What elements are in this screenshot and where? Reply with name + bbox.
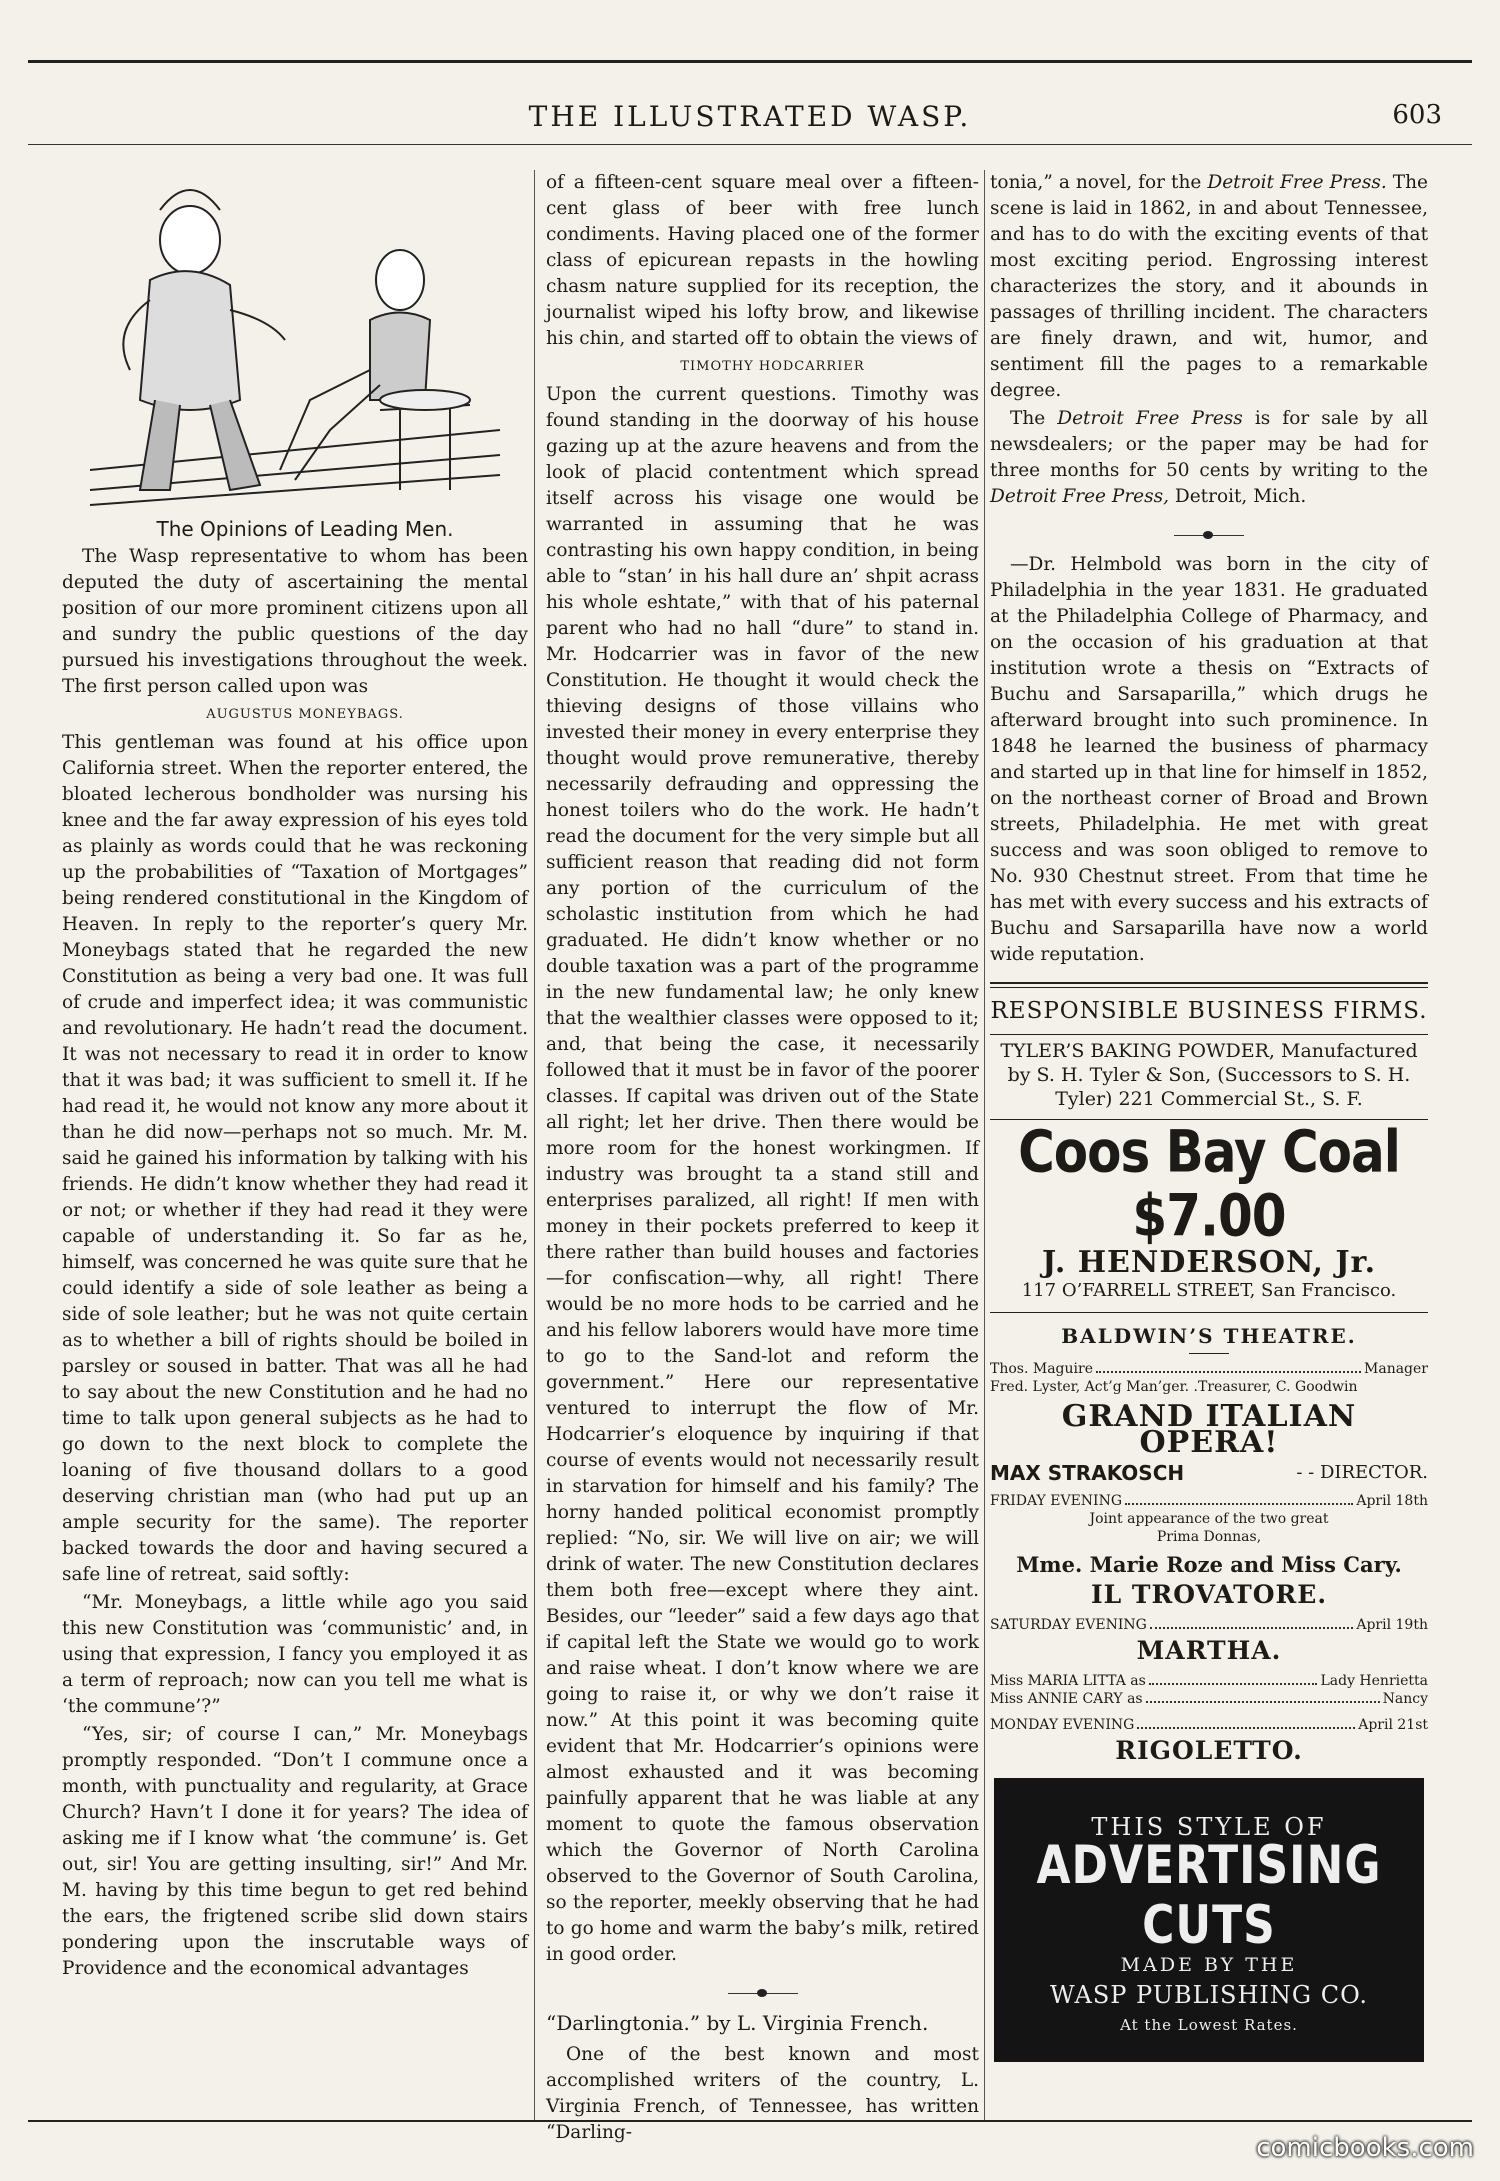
ad-line: At the Lowest Rates. [1120, 2016, 1298, 2034]
ad-line: ADVERTISING CUTS [1036, 1834, 1382, 1956]
ornament-divider [990, 518, 1428, 544]
rule [990, 1312, 1428, 1313]
show-title: MARTHA. [1136, 1636, 1282, 1665]
masthead-title: THE ILLUSTRATED WASP. [528, 100, 972, 133]
staff-row: Fred. Lyster, Act’g Man’ger. .Treasurer, C. Goodwin [990, 1379, 1358, 1395]
bottom-rule [28, 2120, 1472, 2122]
article-heading: “Darlingtonia.” by L. Virginia French. [546, 2011, 929, 2035]
column-divider [534, 170, 535, 2120]
show-title: RIGOLETTO. [1115, 1736, 1303, 1765]
henderson-address: 117 O’FARRELL STREET, San Francisco. [1021, 1280, 1397, 1301]
article-paragraph: This gentleman was found at his office upon California street. When the reporter entered, the bloated lecherous bondholder was nursing his knee and the far away expression of his eyes told as plainly as words could that he was reckoning up the probabilities of “Taxation of Mortgages” being rendered constitutional in the Kingdom of Heaven. In reply to the reporter’s query Mr. Moneybags stated that he regarded the new Constitution as being a very bad one. It was full of crude and imperfect idea; it was communistic and revolutionary. He hadn’t read the document. It was not necessary to read it in order to know that it was bad; it was sufficient to smell it. If he had read it, he would not know any more about it than he did now—perhaps not so much. Mr. M. said he gained his information by talking with his friends. He didn’t know whether they had read it or not; or whether if they had read it they were capable of understanding it. So far as he, himself, was concerned he was quite sure that he could identify a side of sole leather as being a side of sole leather; but he was not quite certain as to whether a bill of rights should be boiled in parsley or soused in batter. That was all he had to say about the new Constitution and he had no time to talk upon general subjects as he had to go down to the next block to complete the loaning of five thousand dollars to a good deserving christian man (who had put up an ample security for the same). The reporter backed towards the door and having secured a safe line of retreat, said softly: [62, 732, 528, 1585]
section-rule [990, 982, 1428, 988]
page-header [28, 96, 1472, 136]
advertising-cuts-ad [994, 1778, 1424, 2062]
short-rule [1189, 1353, 1229, 1354]
header-rule [28, 144, 1472, 145]
article-subhead: TIMOTHY HODCARRIER [680, 359, 865, 374]
business-firms-heading: RESPONSIBLE BUSINESS FIRMS. [990, 998, 1428, 1024]
rule [990, 1034, 1428, 1035]
cartoon-illustration [80, 170, 510, 510]
manager-row: Thos. Maguire Manager [990, 1361, 1428, 1377]
article-paragraph: tonia,” a novel, for the Detroit Free Press. The scene is laid in 1862, in and about Tennessee, and has to do with the exciting events of that most exciting period. Engrossing interest characterizes the story, and it abounds in passages of thrilling incident. The characters are finely drawn, and wit, humor, and sentiment fill the pages to a remarkable degree. [990, 172, 1428, 401]
column-1 [62, 170, 528, 2120]
prima-donnas: Prima Donnas, [1156, 1529, 1262, 1545]
column-3 [990, 170, 1428, 2120]
article-subhead: AUGUSTUS MONEYBAGS. [206, 707, 404, 722]
watermark: comicbooks.com [1256, 2133, 1474, 2163]
column-divider [984, 170, 985, 2120]
article-paragraph: of a fifteen-cent square meal over a fifteen-cent glass of beer with free lunch condiments. Having placed one of the former class of epicurean repasts in the howling chasm nature supplied for its reception, the journalist wiped his lofty brow, and likewise his chin, and started off to obtain the views of [546, 172, 979, 349]
tyler-ad: TYLER’S BAKING POWDER, Manufactured by S. H. Tyler & Son, (Successors to S. H. Tyler) 221 Commercial St., S. F. [1000, 1040, 1418, 1110]
ad-line: MADE BY THE [1120, 1954, 1298, 1976]
top-rule [28, 60, 1472, 63]
article-paragraph: —Dr. Helmbold was born in the city of Philadelphia in the year 1831. He graduated at the Philadelphia College of Pharmacy, and on the occasion of his graduation at that institution wrote a thesis on “Extracts of Buchu and Sarsaparilla,” which drugs he afterward brought into such prominence. In 1848 he learned the business of pharmacy and started up in that line for himself in 1852, on the northeast corner of Broad and Brown streets, Philadelphia. He met with great success and was soon obliged to remove to No. 930 Chestnut street. From that time he has met with every success and his extracts of Buchu and Sarsaparilla have now a world wide reputation. [990, 554, 1428, 965]
column-2 [546, 170, 980, 2143]
friday-row: FRIDAY EVENING April 18th [990, 1493, 1428, 1509]
ornament-divider [546, 1976, 979, 2002]
article-paragraph: Upon the current questions. Timothy was found standing in the doorway of his house gazing up at the azure heavens and from the look of placid contentment which spread itself across his visage one would be warranted in assuming that he was contrasting his own happy condition, in being able to “stan’ in his hall dure an’ shpit acrass his whole eshtate,” with that of his paternal parent who had no hall “dure” to stand in. Mr. Hodcarrier was in favor of the new Constitution. He thought it would check the thieving designs of those villains who invested their money in every enterprise they thought would prove remunerative, thereby necessarily defrauding and oppressing the honest toilers who do the work. He hadn’t read the document for the very simple but all sufficient reason that reading did not form any portion of the curriculum of the scholastic institution from which he had graduated. He didn’t know whether or no double taxation was a part of the programme in the new fundamental law; he only knew that the wealthier classes were opposed to it; and, that being the case, it necessarily followed that it must be in favor of the poorer classes. If capital was driven out of the State all right; let her drive. Then there would be more room for the honest workingmen. If industry was brought ta a stand still and enterprises paralized, all right! If men with money in their pockets preferred to keep it there rather than build houses and factories —for confiscation—why, all right! There would be no more hods to be carried and he and his fellow laborers would have more time to go to the Sand-lot and reform the government.” Here our representative ventured to interrupt the flow of Mr. Hodcarrier’s eloquence by inquiring if that course of events would not necessarily result in starvation for himself and his family? The horny handed political economist promptly replied: “No, sir. We will live on air; we will drink of water. The new Constitution declares them both free—except where they aint. Besides, our “leeder” said a few days ago that if capital left the State we would go to work and raise wheat. I don’t know where we are going to raise it, or why we don’t raise it now.” At this point it was becoming quite evident that Mr. Hodcarrier’s opinions were almost exhausted and it was becoming painfully apparent that he was liable at any moment to quote the famous observation which the Governor of North Carolina observed to the Governor of South Carolina, so the reporter, meekly observing that he had to go home and warm the baby’s milk, retired in good order. [546, 384, 980, 1965]
article-title: The Opinions of Leading Men. [156, 517, 454, 541]
singers: Mme. Marie Roze and Miss Cary. [1016, 1552, 1402, 1577]
article-paragraph: The Wasp representative to whom has been deputed the duty of ascertaining the mental position of our more prominent citizens upon all and sundry the public questions of the day pursued his investigations throughout the week. The first person called upon was [62, 546, 528, 697]
monday-row: MONDAY EVENING April 21st [990, 1717, 1428, 1733]
theatre-heading: BALDWIN’S THEATRE. [1061, 1324, 1357, 1348]
joint-appearance: Joint appearance of the two great [1089, 1511, 1329, 1527]
saturday-row: SATURDAY EVENING April 19th [990, 1617, 1428, 1633]
henderson-name: J. HENDERSON, Jr. [1041, 1245, 1377, 1280]
ad-line: WASP PUBLISHING CO. [1050, 1981, 1368, 2009]
opera-heading: GRAND ITALIAN OPERA! [1061, 1399, 1357, 1460]
article-paragraph: “Yes, sir; of course I can,” Mr. Moneybags promptly responded. “Don’t I commune once a month, with punctuality and regularity, at Grace Church? Havn’t I done it for years? The idea of asking me if I know what ‘the commune’ is. Get out, sir! You are getting insulting, sir!” And Mr. M. having by this time begun to get red behind the ears, the frigtened scribe slid down stairs pondering upon the inscrutable ways of Providence and the economical advantages [62, 1724, 528, 1979]
article-paragraph: “Mr. Moneybags, a little while ago you said this new Constitution was ‘communistic’ and, in using that expression, I fancy you employed it as a term of reproach; now can you tell me what is ‘the commune’?” [62, 1592, 528, 1717]
cast-row: Miss MARIA LITTA as Lady Henrietta [990, 1673, 1428, 1689]
page-number: 603 [1392, 100, 1442, 130]
show-title: IL TROVATORE. [1090, 1580, 1328, 1609]
ad-line: THIS STYLE OF [1091, 1813, 1327, 1841]
article-paragraph: The Detroit Free Press is for sale by all newsdealers; or the paper may be had for three months for 50 cents by writing to the Detroit Free Press, Detroit, Mich. [990, 408, 1428, 507]
coos-bay-coal-ad: Coos Bay Coal $7.00 [1018, 1118, 1400, 1250]
article-paragraph: One of the best known and most accomplished writers of the country, L. Virginia French, of Tennessee, has written “Darling- [546, 2044, 979, 2143]
newspaper-page [28, 60, 1472, 2143]
director-row: MAX STRAKOSCH - - DIRECTOR. [990, 1461, 1428, 1485]
cast-row: Miss ANNIE CARY as Nancy [990, 1691, 1428, 1707]
